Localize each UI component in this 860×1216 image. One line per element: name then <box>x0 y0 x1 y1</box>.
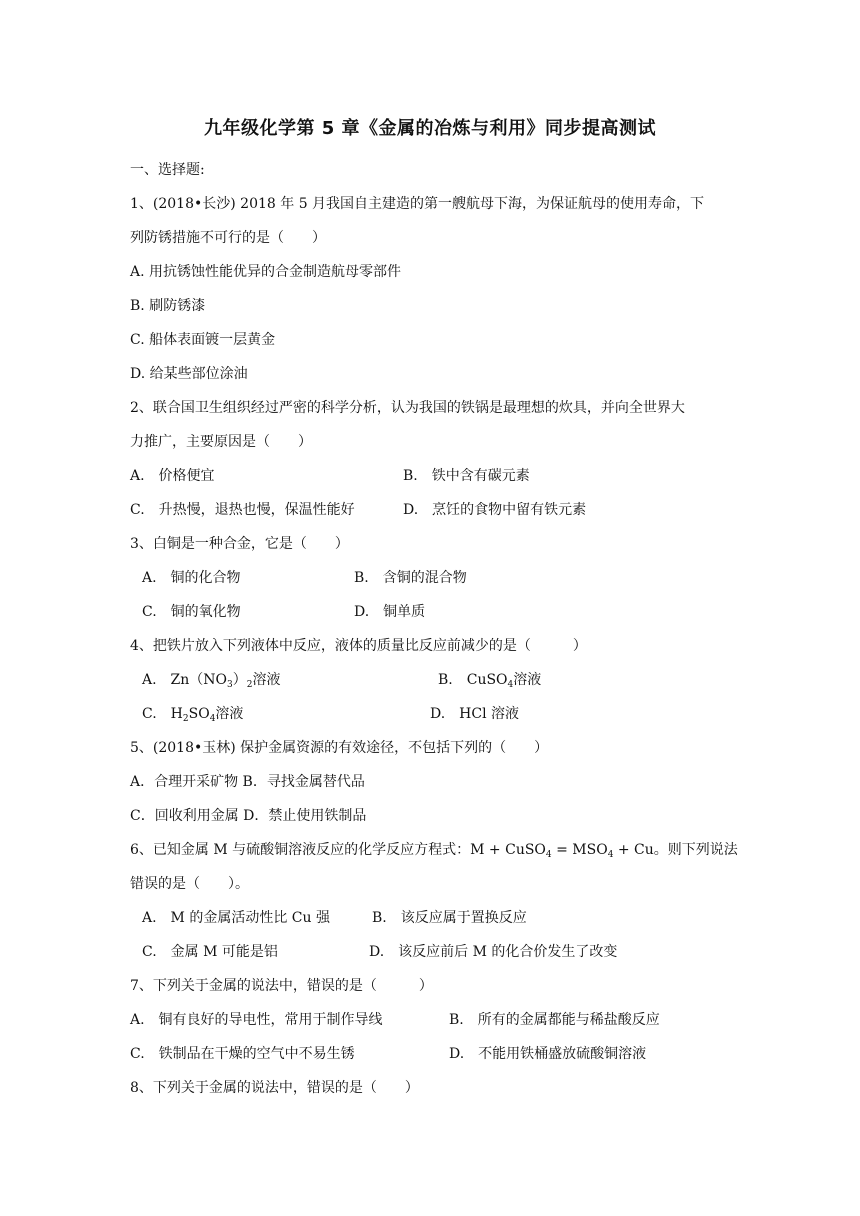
question-3-option-d: D. 铜单质 <box>354 604 426 620</box>
question-2-option-c: C. 升热慢，退热也慢，保温性能好 <box>130 502 355 518</box>
question-7-option-c: C. 铁制品在干燥的空气中不易生锈 <box>130 1046 355 1062</box>
question-7-option-d: D. 不能用铁桶盛放硫酸铜溶液 <box>449 1046 647 1062</box>
question-2-stem-line2: 力推广，主要原因是（ ） <box>130 434 312 450</box>
question-1-option-a: A. 用抗锈蚀性能优异的合金制造航母零部件 <box>130 264 402 280</box>
question-5-options-ab: A．合理开采矿物 B．寻找金属替代品 <box>130 774 365 790</box>
question-6-stem-line1: 6、已知金属 M 与硫酸铜溶液反应的化学反应方程式：M + CuSO$_4$ = $MSO_4 + Cu$。则下列说法 <box>130 842 738 860</box>
question-1-stem-line1: 1、(2018•长沙) 2018 年 5 月我国自主建造的第一艘航母下海，为保证航母的使用寿命，下 <box>130 196 705 212</box>
question-5-stem: 5、(2018•玉林) 保护金属资源的有效途径，不包括下列的（ ） <box>130 740 549 756</box>
question-4-option-d: D. HCl 溶液 <box>430 706 520 722</box>
question-6-stem-line2: 错误的是（ ）。 <box>130 876 249 892</box>
question-1-stem-line2: 列防锈措施不可行的是（ ） <box>130 230 326 246</box>
question-6-option-d: D. 该反应前后 M 的化合价发生了改变 <box>369 944 618 960</box>
question-4-option-b: B. CuSO$_4$溶液 <box>438 672 542 690</box>
question-4-option-c: C. $H_2SO_4$溶液 <box>142 706 244 724</box>
question-8-stem: 8、下列关于金属的说法中，错误的是（ ） <box>130 1080 419 1096</box>
question-6-option-c: C. 金属 M 可能是铝 <box>142 944 278 960</box>
question-1-option-b: B. 刷防锈漆 <box>130 298 206 314</box>
question-2-option-a: A. 价格便宜 <box>130 468 215 484</box>
question-2-stem-line1: 2、联合国卫生组织经过严密的科学分析，认为我国的铁锅是最理想的炊具，并向全世界大 <box>130 400 685 416</box>
question-6-option-b: B. 该反应属于置换反应 <box>372 910 527 926</box>
section-heading: 一、选择题: <box>130 162 205 178</box>
question-7-stem: 7、下列关于金属的说法中，错误的是（ ） <box>130 978 433 994</box>
question-7-option-a: A. 铜有良好的导电性，常用于制作导线 <box>130 1012 383 1028</box>
question-5-options-cd: C．回收利用金属 D．禁止使用铁制品 <box>130 808 367 824</box>
question-4-stem: 4、把铁片放入下列液体中反应，液体的质量比反应前减少的是（ ） <box>130 638 587 654</box>
question-2-option-d: D. 烹饪的食物中留有铁元素 <box>403 502 587 518</box>
question-3-option-c: C. 铜的氧化物 <box>142 604 241 620</box>
question-3-stem: 3、白铜是一种合金，它是（ ） <box>130 536 349 552</box>
question-3-option-a: A. 铜的化合物 <box>142 570 241 586</box>
question-6-option-a: A. M 的金属活动性比 Cu 强 <box>142 910 330 926</box>
page-title: 九年级化学第 5 章《金属的冶炼与利用》同步提高测试 <box>203 118 657 139</box>
question-2-option-b: B. 铁中含有碳元素 <box>403 468 530 484</box>
question-4-option-a: A. $Zn(NO_3)_2$溶液 <box>142 672 281 690</box>
question-7-option-b: B. 所有的金属都能与稀盐酸反应 <box>449 1012 660 1028</box>
question-1-option-d: D. 给某些部位涂油 <box>130 366 248 382</box>
question-1-option-c: C. 船体表面镀一层黄金 <box>130 332 276 348</box>
question-3-option-b: B. 含铜的混合物 <box>354 570 467 586</box>
